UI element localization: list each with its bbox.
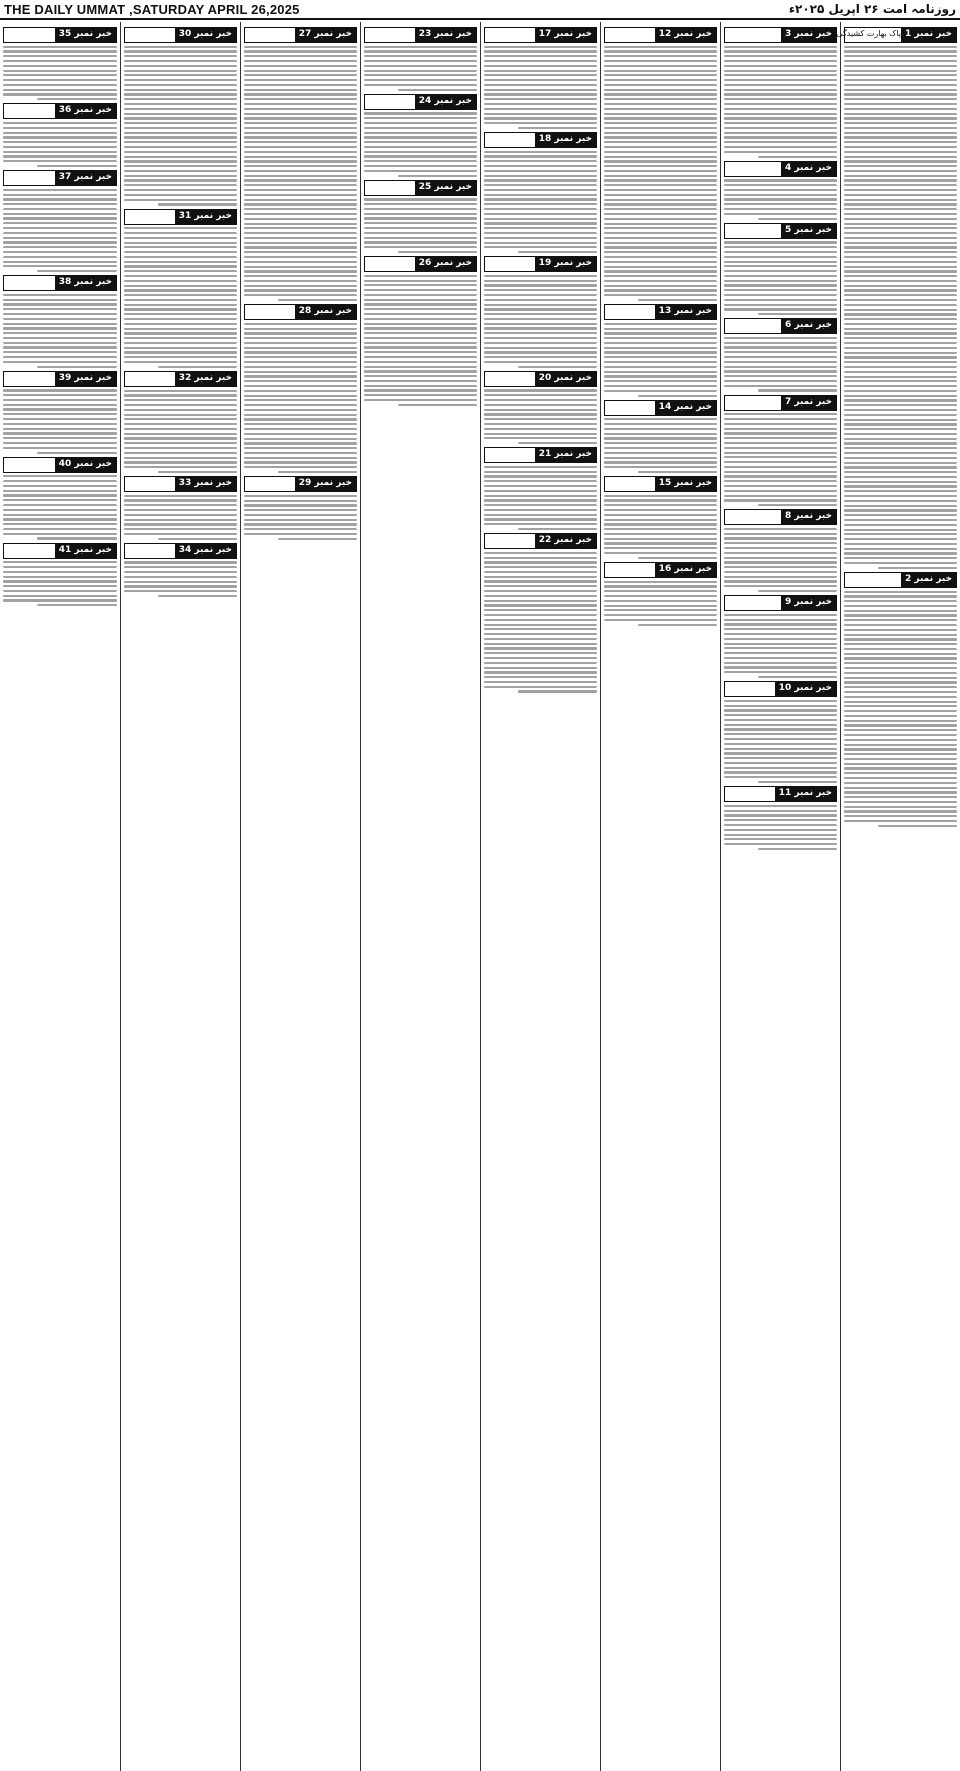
news-item xyxy=(3,103,117,167)
news-item-subtitle xyxy=(725,787,775,801)
news-item-body xyxy=(724,413,837,506)
news-item xyxy=(3,27,117,100)
news-item-body xyxy=(3,294,117,368)
news-item-body xyxy=(724,241,837,315)
news-item-header xyxy=(244,476,357,492)
news-item-header xyxy=(364,180,477,196)
news-item-number: خبر نمبر 18 xyxy=(535,133,596,147)
news-item-body xyxy=(124,561,237,597)
news-item-subtitle: پاک بھارت کشیدگی xyxy=(836,29,902,38)
news-item-subtitle xyxy=(4,458,55,472)
news-item-subtitle xyxy=(4,28,55,42)
news-item-header xyxy=(124,209,237,225)
news-item xyxy=(3,457,117,540)
news-item-number: خبر نمبر 21 xyxy=(535,448,596,462)
news-item xyxy=(244,476,357,540)
news-item xyxy=(3,275,117,368)
news-item xyxy=(244,304,357,473)
news-item xyxy=(724,395,837,507)
news-item xyxy=(124,27,237,206)
news-item-header xyxy=(244,304,357,320)
news-item-subtitle xyxy=(245,305,295,319)
news-item-number: خبر نمبر 27 xyxy=(295,28,356,42)
news-item-body xyxy=(364,46,477,91)
news-item-header xyxy=(484,256,597,272)
masthead xyxy=(0,0,960,20)
news-item-number: خبر نمبر 23 xyxy=(415,28,476,42)
news-item-number: خبر نمبر 36 xyxy=(55,104,116,118)
news-column xyxy=(480,22,600,1771)
news-item xyxy=(3,170,117,272)
news-item-number: خبر نمبر 8 xyxy=(781,510,836,524)
news-item-header xyxy=(604,400,717,416)
news-item xyxy=(604,400,717,473)
news-item-subtitle xyxy=(245,28,295,42)
news-item-subtitle xyxy=(725,28,781,42)
news-item-body xyxy=(124,495,237,540)
news-item xyxy=(3,543,117,607)
news-item-header xyxy=(604,27,717,43)
news-item-number: خبر نمبر 39 xyxy=(55,372,116,386)
news-item-body xyxy=(724,700,837,783)
news-item-subtitle xyxy=(245,477,295,491)
news-item-body xyxy=(124,46,237,206)
newspaper-page xyxy=(0,22,960,1771)
news-item-header xyxy=(484,132,597,148)
news-item-body xyxy=(3,561,117,606)
news-item-number: خبر نمبر 30 xyxy=(175,28,236,42)
news-item-body xyxy=(724,614,837,678)
news-item xyxy=(484,256,597,368)
news-item-subtitle xyxy=(4,171,55,185)
news-item-subtitle xyxy=(725,162,781,176)
news-item-number: خبر نمبر 19 xyxy=(535,257,596,271)
news-item-header xyxy=(3,457,117,473)
masthead-urdu-date: روزنامہ امت ۲۶ اپریل ۲۰۲۵ء xyxy=(788,2,956,16)
news-item-body xyxy=(364,112,477,176)
news-item-body xyxy=(3,475,117,539)
news-item xyxy=(484,533,597,692)
news-column xyxy=(836,22,960,1771)
news-item-body xyxy=(484,275,597,368)
news-item-subtitle xyxy=(725,396,781,410)
news-item xyxy=(124,476,237,540)
news-item-body xyxy=(3,389,117,453)
news-item xyxy=(604,27,717,301)
news-item-body xyxy=(124,227,237,368)
news-item-body xyxy=(604,323,717,397)
news-item xyxy=(724,27,837,158)
news-item xyxy=(604,476,717,559)
news-item-header xyxy=(3,543,117,559)
news-item-number: خبر نمبر 38 xyxy=(55,276,116,290)
news-item-header xyxy=(604,562,717,578)
news-item-body xyxy=(244,46,357,302)
news-item xyxy=(364,180,477,253)
news-item-number: خبر نمبر 13 xyxy=(655,305,716,319)
news-item xyxy=(724,786,837,850)
news-item xyxy=(124,543,237,597)
news-item-subtitle xyxy=(845,573,901,587)
news-item-subtitle xyxy=(485,448,535,462)
news-item-number: خبر نمبر 10 xyxy=(775,682,836,696)
news-item-header xyxy=(724,786,837,802)
news-item-number: خبر نمبر 41 xyxy=(55,544,116,558)
news-item-body xyxy=(364,198,477,253)
news-item xyxy=(364,27,477,91)
news-item-subtitle xyxy=(125,210,175,224)
news-item-header xyxy=(724,223,837,239)
news-item-body xyxy=(484,466,597,530)
news-item-subtitle xyxy=(605,28,655,42)
news-item-header xyxy=(724,395,837,411)
news-item-header xyxy=(3,275,117,291)
news-item-header xyxy=(484,371,597,387)
news-column xyxy=(0,22,120,1771)
news-item-header xyxy=(604,476,717,492)
news-item-header xyxy=(3,103,117,119)
news-item-body xyxy=(484,151,597,254)
news-item xyxy=(724,223,837,316)
news-item-subtitle xyxy=(4,104,55,118)
masthead-english-title: THE DAILY UMMAT ,SATURDAY APRIL 26,2025 xyxy=(4,1,300,17)
news-item-header xyxy=(364,256,477,272)
news-item-header xyxy=(604,304,717,320)
news-item-number: خبر نمبر 2 xyxy=(901,573,956,587)
news-item-header xyxy=(484,533,597,549)
news-item-header xyxy=(724,681,837,697)
news-item-body xyxy=(604,495,717,559)
news-item xyxy=(724,681,837,783)
news-item-header xyxy=(484,27,597,43)
news-item-subtitle xyxy=(125,544,175,558)
news-item-body xyxy=(364,275,477,406)
news-item-body xyxy=(3,189,117,272)
news-item-subtitle xyxy=(365,28,415,42)
news-item-subtitle xyxy=(125,477,175,491)
news-item-header xyxy=(844,572,957,588)
news-item-subtitle xyxy=(4,276,55,290)
news-item-body xyxy=(604,418,717,473)
news-item-body xyxy=(724,805,837,850)
news-item-subtitle xyxy=(485,257,535,271)
news-item xyxy=(124,209,237,368)
news-item-subtitle xyxy=(365,181,415,195)
news-item-header xyxy=(244,27,357,43)
news-item xyxy=(484,447,597,530)
news-item-subtitle xyxy=(605,305,655,319)
news-item-subtitle xyxy=(725,319,781,333)
news-item xyxy=(604,304,717,397)
news-item-number: خبر نمبر 40 xyxy=(55,458,116,472)
news-item-subtitle xyxy=(725,596,781,610)
news-item-header xyxy=(724,318,837,334)
news-item-subtitle xyxy=(125,372,175,386)
news-item-body xyxy=(844,46,957,569)
news-item xyxy=(604,562,717,626)
news-item-body xyxy=(724,46,837,158)
news-column xyxy=(600,22,720,1771)
news-item-number: خبر نمبر 32 xyxy=(175,372,236,386)
news-item xyxy=(724,595,837,678)
news-item-subtitle xyxy=(485,133,535,147)
news-item-header xyxy=(124,543,237,559)
news-item xyxy=(364,94,477,177)
news-item-number: خبر نمبر 31 xyxy=(175,210,236,224)
news-item-number: خبر نمبر 35 xyxy=(55,28,116,42)
news-item-header xyxy=(3,27,117,43)
news-item-subtitle xyxy=(725,510,781,524)
news-item-number: خبر نمبر 29 xyxy=(295,477,356,491)
news-item-body xyxy=(3,122,117,167)
news-item xyxy=(724,318,837,391)
news-item xyxy=(724,509,837,592)
news-item-number: خبر نمبر 1 xyxy=(901,28,956,42)
news-item-header xyxy=(124,476,237,492)
news-item-number: خبر نمبر 6 xyxy=(781,319,836,333)
news-item-body xyxy=(244,495,357,540)
news-column xyxy=(240,22,360,1771)
news-item-number: خبر نمبر 17 xyxy=(535,28,596,42)
news-item-header xyxy=(724,509,837,525)
news-item-number: خبر نمبر 7 xyxy=(781,396,836,410)
news-item-number: خبر نمبر 11 xyxy=(775,787,836,801)
news-item-number: خبر نمبر 34 xyxy=(175,544,236,558)
news-item-header xyxy=(124,371,237,387)
news-item-subtitle xyxy=(365,257,415,271)
news-item-header xyxy=(124,27,237,43)
news-item-number: خبر نمبر 5 xyxy=(781,224,836,238)
news-item-body xyxy=(3,46,117,101)
news-item-subtitle xyxy=(485,534,535,548)
news-item-body xyxy=(244,323,357,473)
news-item-number: خبر نمبر 33 xyxy=(175,477,236,491)
news-item-number: خبر نمبر 22 xyxy=(535,534,596,548)
news-item-body xyxy=(484,389,597,444)
news-item-body xyxy=(604,581,717,626)
news-item-number: خبر نمبر 25 xyxy=(415,181,476,195)
news-item-number: خبر نمبر 3 xyxy=(781,28,836,42)
news-item-subtitle xyxy=(605,401,655,415)
news-column xyxy=(360,22,480,1771)
news-item-subtitle xyxy=(725,682,775,696)
news-item-subtitle xyxy=(125,28,175,42)
news-item-subtitle xyxy=(485,28,535,42)
news-item-subtitle xyxy=(605,477,655,491)
news-item-subtitle xyxy=(4,544,55,558)
news-item xyxy=(724,161,837,220)
news-item-subtitle xyxy=(725,224,781,238)
news-item-header xyxy=(484,447,597,463)
news-item-header xyxy=(364,94,477,110)
news-item-number: خبر نمبر 9 xyxy=(781,596,836,610)
news-item xyxy=(484,132,597,253)
news-item xyxy=(364,256,477,406)
news-item-number: خبر نمبر 37 xyxy=(55,171,116,185)
news-column xyxy=(720,22,840,1771)
news-item-body xyxy=(724,179,837,219)
news-item-subtitle xyxy=(365,95,415,109)
news-item xyxy=(124,371,237,473)
news-item xyxy=(484,371,597,444)
news-item-number: خبر نمبر 15 xyxy=(655,477,716,491)
news-item xyxy=(836,27,957,569)
news-item-number: خبر نمبر 20 xyxy=(535,372,596,386)
news-item-subtitle xyxy=(605,563,655,577)
news-item-number: خبر نمبر 12 xyxy=(655,28,716,42)
news-item-subtitle xyxy=(485,372,535,386)
news-item-body xyxy=(724,337,837,392)
news-item-header xyxy=(3,170,117,186)
news-item-body xyxy=(484,552,597,693)
news-item-number: خبر نمبر 14 xyxy=(655,401,716,415)
news-column xyxy=(120,22,240,1771)
news-item-header xyxy=(724,27,837,43)
news-item-body xyxy=(484,46,597,129)
news-item-number: خبر نمبر 16 xyxy=(655,563,716,577)
news-item-header xyxy=(364,27,477,43)
news-item-body xyxy=(724,528,837,592)
news-item-header xyxy=(3,371,117,387)
news-item-subtitle xyxy=(4,372,55,386)
news-item xyxy=(244,27,357,301)
news-item xyxy=(484,27,597,129)
news-item xyxy=(844,572,957,827)
news-item-header xyxy=(724,595,837,611)
news-item xyxy=(3,371,117,454)
news-item-body xyxy=(124,390,237,473)
news-item-number: خبر نمبر 26 xyxy=(415,257,476,271)
news-item-number: خبر نمبر 28 xyxy=(295,305,356,319)
news-item-number: خبر نمبر 4 xyxy=(781,162,836,176)
news-item-body xyxy=(844,591,957,827)
news-item-header xyxy=(724,161,837,177)
news-item-number: خبر نمبر 24 xyxy=(415,95,476,109)
news-item-header xyxy=(836,27,957,43)
news-item-body xyxy=(604,46,717,302)
